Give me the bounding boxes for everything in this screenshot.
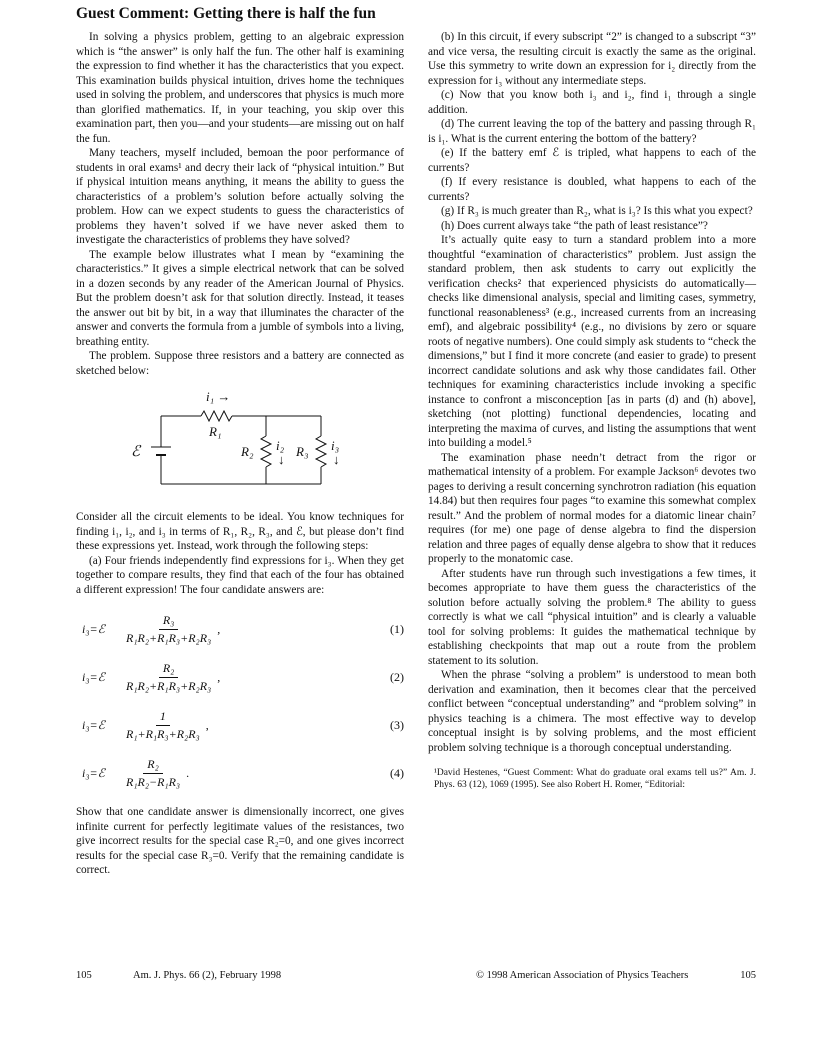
question-b: (b) In this circuit, if every subscript “2” is changed to a subscript “3” and vice versa, the resulting circuit is exactly the same as the original. Use this symmetry to write down an expression for i₂ directly from the expression for i₃ without any intermediate steps. — [428, 31, 756, 87]
equation-punct: . — [186, 765, 190, 780]
fraction — [122, 757, 184, 790]
equation-number: (1) — [390, 621, 404, 636]
article-title: Guest Comment: Getting there is half the fun — [76, 5, 376, 22]
arrow-down-icon: ↓ — [278, 452, 285, 467]
circuit-diagram — [121, 384, 351, 502]
label-i2: i₂ — [276, 438, 285, 453]
equation-number: (4) — [390, 765, 404, 780]
question-c: (c) Now that you know both i₃ and i₂, find i₁ through a single addition. — [428, 89, 756, 116]
equation-punct: , — [217, 621, 221, 636]
label-r1: R₁ — [209, 424, 222, 439]
equation-lhs: i₃=ℰ — [82, 621, 105, 636]
fraction — [122, 613, 215, 646]
equation-list — [76, 605, 404, 797]
label-i3: i₃ — [331, 438, 340, 453]
equation-lhs: i₃=ℰ — [82, 765, 105, 780]
left-column — [76, 30, 404, 878]
paragraph: When the phrase “solving a problem” is understood to mean both derivation and examination, then it becomes clear that the perceived conflict between “conceptual understanding” and “problem solving” in physics teaching is a chimera. The most effective way to develop conceptual insight is by solving problems, and the most efficient problem solving technique is a thorough conceptual understanding. — [428, 669, 756, 754]
page-number-left: 105 — [76, 970, 92, 981]
resistor-r2 — [261, 436, 271, 467]
resistor-r3 — [316, 436, 326, 467]
right-column — [428, 30, 756, 791]
fraction — [122, 709, 204, 742]
paragraph: The example below illustrates what I mean by “examining the characteristics.” It gives a simple electrical network that can be solved in a dozen seconds by any reader of the American Journal of Physics. But the problem doesn’t ask for that solution directly. Instead, it teases the answer out bit by bit, in a way that illuminates the character of the answer and converts the formula from a jumble of symbols into a living, breathing entity. — [76, 248, 404, 348]
paragraph: In solving a physics problem, getting to an algebraic expression which is “the answer” is only half the fun. The other half is examining the expression to find whether it has the characteristics that you expect. This examination builds physical intuition, drives home the techniques used in solving the problem, and underscores that physics is much more than glorified mathematics. If, in your teaching, you skip over this examination part, then you—and your students—are missing out on half the fun. — [76, 31, 404, 145]
resistor-r1 — [201, 411, 232, 421]
equation-3 — [76, 701, 404, 749]
numerator: R₃ — [159, 613, 179, 630]
label-r2: R₂ — [241, 444, 254, 459]
question-g: (g) If R₃ is much greater than R₂, what is i₃? Is this what you expect? — [441, 205, 753, 217]
equation-punct: , — [217, 669, 221, 684]
paragraph: It’s actually quite easy to turn a standard problem into a more thoughtful “examination of characteristics” problem. Just assign the standard problem, then ask students to carry out explicitly the verification checks² that experienced physicists do automatically—checks like dimensional analysis, special and limiting cases, symmetry, functional reasonableness³ (e.g., increased currents from an increasing emf), and algebraic possibility⁴ (e.g., no divisions by zero or square roots of negative numbers). One could simply ask students to “check the dimensions,” but I find it more concrete (and easier to grade) to present incorrect candidate solutions and ask why those candidates fail. Other techniques for examining characteristics include invoking a specific instance to confront a misconception [as in parts (d) and (h) above], sketching (not plotting) functional dependencies, locating and interpreting the maxima of curves, and listing the assumptions that went into building a model.⁵ — [428, 234, 756, 449]
numerator: R₂ — [143, 757, 163, 774]
question-h: (h) Does current always take “the path of least resistance”? — [441, 219, 708, 232]
paragraph-problem: The problem. Suppose three resistors and a battery are connected as sketched below: — [76, 350, 404, 377]
equation-number: (2) — [390, 669, 404, 684]
equation-2 — [76, 653, 404, 701]
numerator: R₂ — [159, 661, 179, 678]
paragraph: Consider all the circuit elements to be ideal. You know techniques for finding i₁, i₂, and i₃ in terms of R₁, R₂, R₃, and ℰ, but please don’t find these expressions yet. Instead, work through the following steps: — [76, 511, 404, 552]
equation-4 — [76, 749, 404, 797]
equation-lhs: i₃=ℰ — [82, 669, 105, 684]
arrow-down-icon: ↓ — [333, 452, 340, 467]
paragraph: Many teachers, myself included, bemoan the poor performance of students in oral exams¹ and decry their lack of “physical intuition.” But if physical intuition means anything, it means the ability to guess the characteristics of a problem’s solution before actually solving the problem. How can we expect students to guess the characteristics of problems they haven’t solved if we have never asked them to investigate the characteristics of problems they have solved? — [76, 147, 404, 246]
journal-citation: Am. J. Phys. 66 (2), February 1998 — [133, 970, 282, 981]
paragraph-part-a: (a) Four friends independently find expressions for i₃. When they get together to compare results, they find that each of the four has obtained a different expression! The four candidate answers are: — [76, 554, 404, 596]
equation-number: (3) — [390, 717, 404, 732]
paragraph: After students have run through such investigations a few times, it becomes appropriate to have them guess the characteristics of the solution before actually solving the problem.⁸ The ability to guess correctly is what we call “physical intuition” and is clearly a valuable tool for solving problems: It guides the mathematical technique by establishing checkpoints that map out a route from the problem statement to its solution. — [428, 567, 756, 667]
page-number-right: 105 — [740, 970, 756, 981]
denominator: R₁R₂+R₁R₃+R₂R₃ — [126, 678, 212, 693]
label-r3: R₃ — [296, 444, 309, 459]
label-i1: i₁ → — [206, 389, 231, 404]
circuit-figure — [76, 384, 404, 504]
fraction — [122, 661, 215, 694]
denominator: R₁R₂−R₁R₃ — [126, 774, 181, 789]
question-e: (e) If the battery emf ℰ is tripled, what happens to each of the currents? — [428, 147, 756, 174]
denominator: R₁R₂+R₁R₃+R₂R₃ — [126, 630, 212, 645]
equation-lhs: i₃=ℰ — [82, 717, 105, 732]
question-f: (f) If every resistance is doubled, what happens to each of the currents? — [428, 176, 756, 203]
copyright: © 1998 American Association of Physics Teachers — [476, 970, 689, 981]
paragraph: The examination phase needn’t detract from the rigor or mathematical intensity of a problem. For example Jackson⁶ devotes two pages to deriving a result concerning synchrotron radiation (his equation 14.84) but then requires four pages “to examine this somewhat complex result.” And the problem of normal modes for a diatomic linear chain⁷ requires (for me) one page of dense algebra to find the dispersion relation and three pages of equally dense algebra to show that it reduces properly to the monatomic case. — [428, 451, 756, 565]
equation-punct: , — [205, 717, 209, 732]
footnote: ¹David Hestenes, “Guest Comment: What do graduate oral exams tell us?” Am. J. Phys. 63 (12), 1069 (1995). See also Robert H. Romer, “Editorial: — [434, 768, 756, 790]
paragraph: Show that one candidate answer is dimensionally incorrect, one gives infinite current for perfectly legitimate values of the resistances, two give incorrect results for the special case R₂=0, and one gives incorrect results for the special case R₃=0. Verify that the remaining candidate is correct. — [76, 806, 404, 876]
denominator: R₁+R₁R₃+R₂R₃ — [126, 726, 200, 741]
numerator: 1 — [156, 709, 170, 726]
label-emf: ℰ — [131, 444, 141, 460]
question-d: (d) The current leaving the top of the battery and passing through R₁ is i₁. What is the current entering the bottom of the battery? — [428, 118, 756, 145]
equation-1 — [76, 605, 404, 653]
